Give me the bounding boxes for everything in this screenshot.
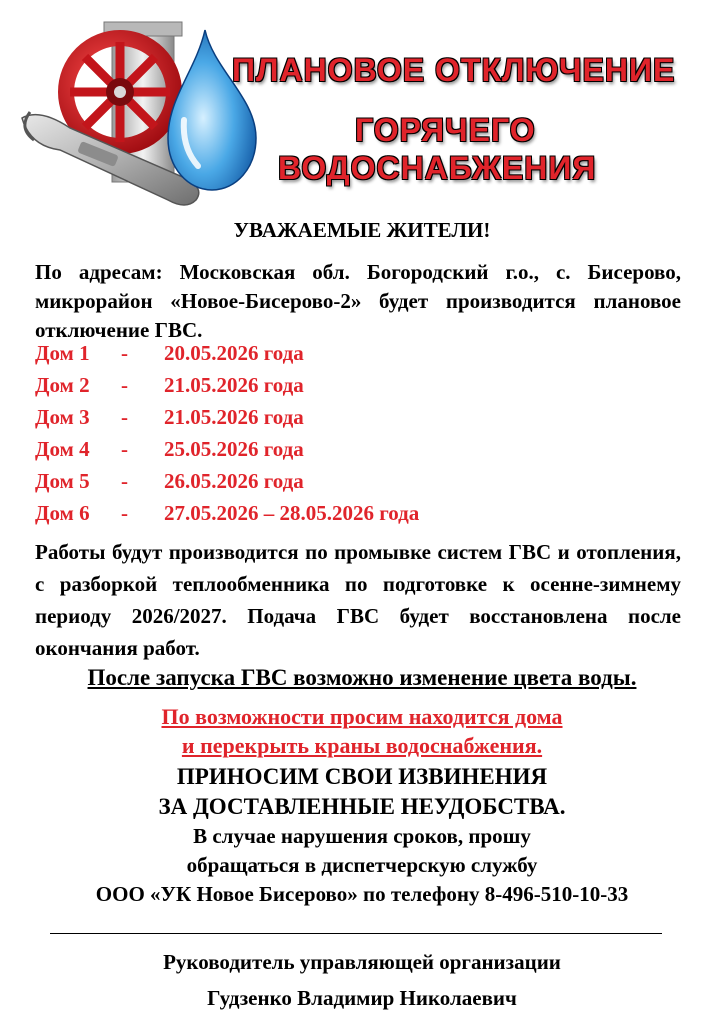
house-dash: - <box>121 373 128 397</box>
house-row <box>35 437 681 469</box>
contact-line3: ООО «УК Новое Бисерово» по телефону 8-496-510-10-33 <box>95 882 629 906</box>
apology-line1: ПРИНОСИМ СВОИ ИЗВИНЕНИЯ <box>176 764 548 789</box>
house-name: Дом 2 <box>35 373 90 397</box>
house-dash: - <box>121 501 128 525</box>
house-row <box>35 373 681 405</box>
apology-block <box>0 762 724 822</box>
house-row <box>35 405 681 437</box>
house-name: Дом 3 <box>35 405 90 429</box>
house-date: 27.05.2026 – 28.05.2026 года <box>164 501 420 525</box>
house-row <box>35 501 681 533</box>
intro-paragraph: По адресам: Московская обл. Богородский г.о., с. Бисерово, микрорайон «Новое-Бисерово-2» будет производится плановое отключение ГВС. <box>35 260 681 342</box>
house-name: Дом 4 <box>35 437 90 461</box>
banner-title-line1: ПЛАНОВОЕ ОТКЛЮЧЕНИЕ <box>232 52 676 88</box>
works-paragraph: Работы будут производится по промывке систем ГВС и отопления, с разборкой теплообменника по подготовке к осенне-зимнему периоду 2026/2027. Подача ГВС будет восстановлена после окончания работ. <box>35 540 681 660</box>
banner-title-line3: ВОДОСНАБЖЕНИЯ <box>278 150 597 186</box>
house-name: Дом 6 <box>35 501 90 525</box>
request-line2: и перекрыть краны водоснабжения. <box>181 733 543 758</box>
contact-line2: обращаться в диспетчерскую службу <box>186 853 538 877</box>
house-date: 21.05.2026 года <box>164 373 304 397</box>
contact-block <box>0 822 724 909</box>
signature-position: Руководитель управляющей организации <box>163 950 561 974</box>
water-color-warning: После запуска ГВС возможно изменение цвета воды. <box>87 665 637 690</box>
house-row <box>35 341 681 373</box>
banner-title-line2: ГОРЯЧЕГО <box>355 112 536 148</box>
house-schedule <box>35 341 681 533</box>
house-dash: - <box>121 469 128 493</box>
house-date: 20.05.2026 года <box>164 341 304 365</box>
request-line1: По возможности просим находится дома <box>161 704 563 729</box>
house-row <box>35 469 681 501</box>
header-banner <box>0 0 724 212</box>
contact-line1: В случае нарушения сроков, прошу <box>193 824 531 848</box>
request-block <box>0 702 724 760</box>
house-dash: - <box>121 405 128 429</box>
valve-wheel-icon <box>66 38 174 146</box>
signature-name: Гудзенко Владимир Николаевич <box>207 986 517 1010</box>
house-name: Дом 5 <box>35 469 90 493</box>
signature-divider <box>50 933 662 934</box>
house-date: 25.05.2026 года <box>164 437 304 461</box>
house-dash: - <box>121 437 128 461</box>
signature-block <box>0 944 724 1016</box>
house-name: Дом 1 <box>35 341 90 365</box>
greeting: УВАЖАЕМЫЕ ЖИТЕЛИ! <box>233 218 491 242</box>
house-dash: - <box>121 341 128 365</box>
house-date: 21.05.2026 года <box>164 405 304 429</box>
house-date: 26.05.2026 года <box>164 469 304 493</box>
apology-line2: ЗА ДОСТАВЛЕННЫЕ НЕУДОБСТВА. <box>158 794 566 819</box>
